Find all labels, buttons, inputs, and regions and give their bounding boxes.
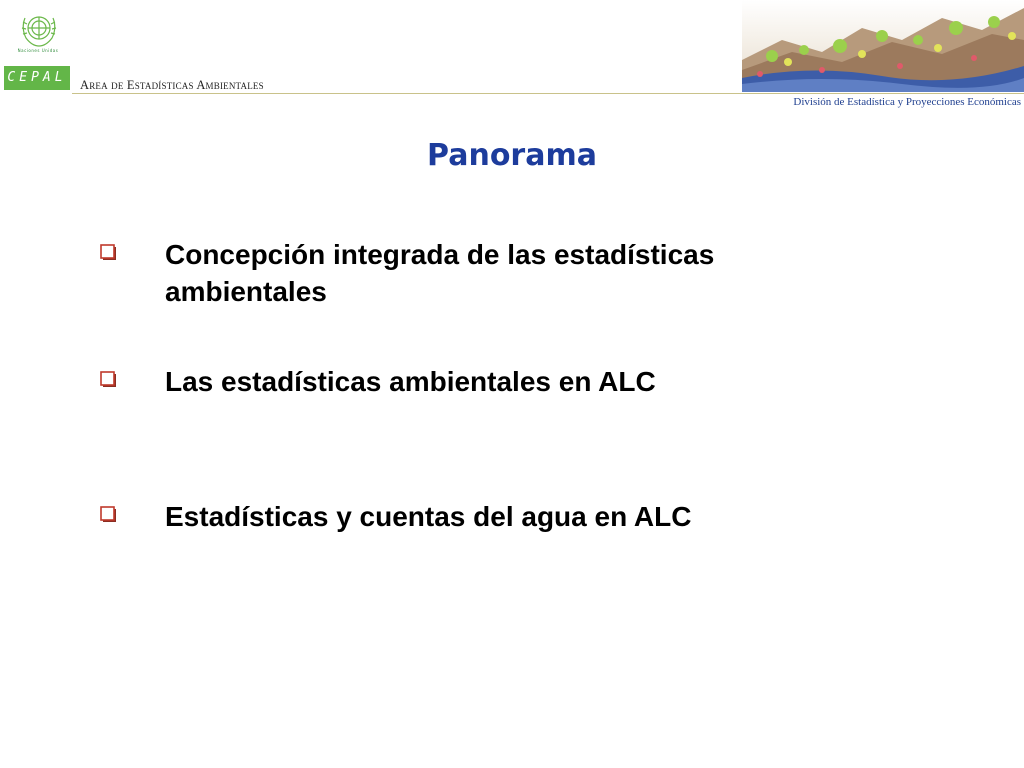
hollow-square-bullet-icon bbox=[100, 371, 117, 388]
cepal-logo: CEPAL bbox=[4, 66, 70, 90]
bullet-text: Las estadísticas ambientales en ALC bbox=[165, 366, 656, 397]
hollow-square-bullet-icon bbox=[100, 506, 117, 523]
bullet-text: Estadísticas y cuentas del agua en ALC bbox=[165, 501, 692, 532]
header-banner-illustration bbox=[742, 0, 1024, 92]
hollow-square-bullet-icon bbox=[100, 244, 117, 261]
slide-header bbox=[0, 0, 1024, 120]
header-divider bbox=[72, 93, 1024, 94]
area-title: Area de Estadísticas Ambientales bbox=[80, 78, 264, 92]
division-caption: División de Estadística y Proyecciones Económicas bbox=[793, 96, 1021, 108]
un-caption: Naciones Unidas bbox=[17, 48, 59, 53]
slide-title: Panorama bbox=[427, 138, 597, 173]
bullet-text: Concepción integrada de las estadísticas ambientales bbox=[165, 239, 715, 307]
